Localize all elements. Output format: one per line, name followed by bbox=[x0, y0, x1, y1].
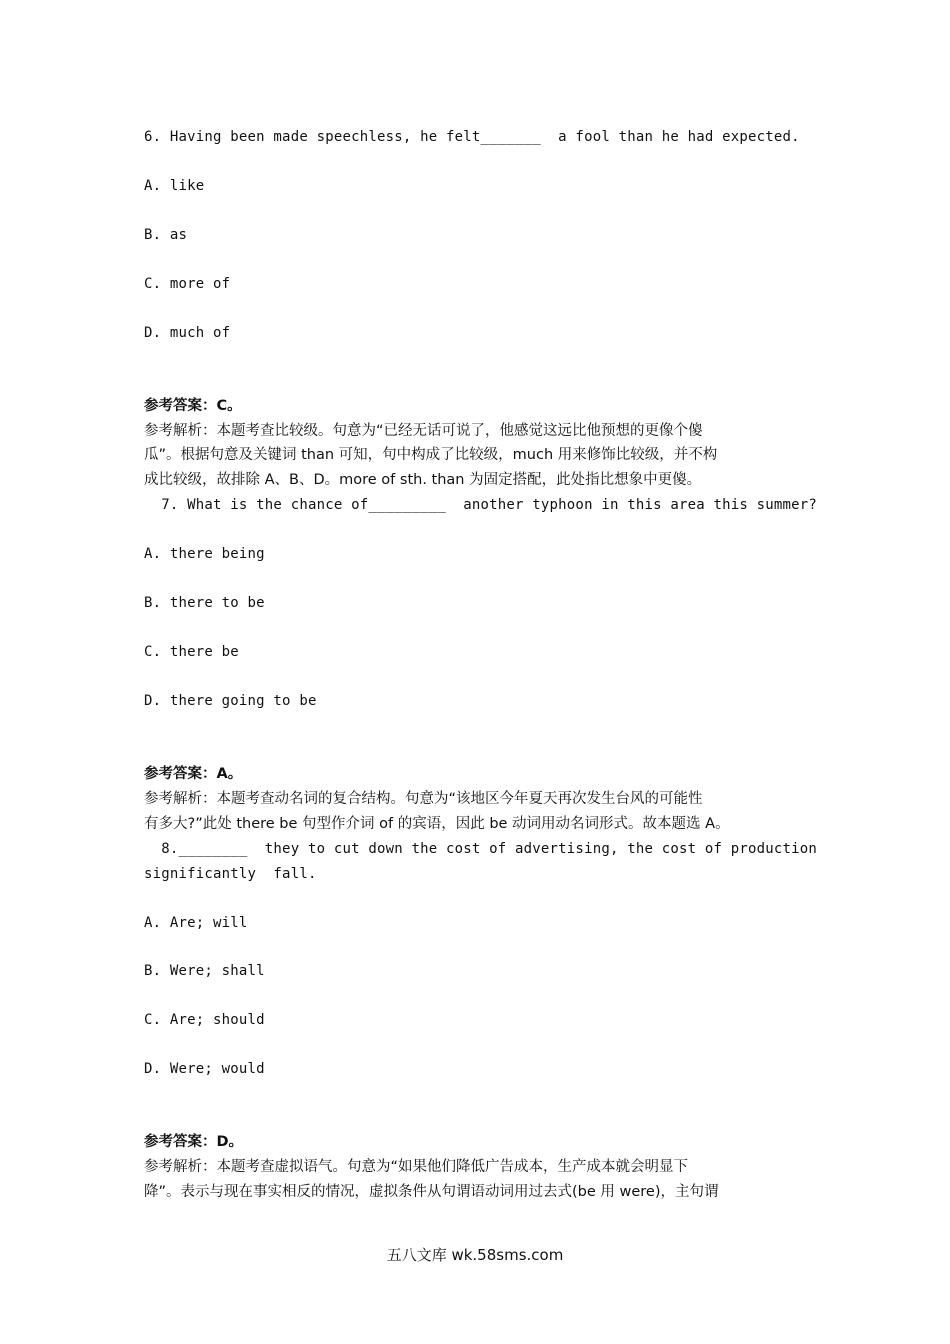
question-7-option-a: A. there being bbox=[144, 546, 265, 562]
question-6-answer: 参考答案：C。 bbox=[144, 398, 242, 414]
question-8-explanation-line-1: 参考解析：本题考查虚拟语气。句意为“如果他们降低广告成本，生产成本就会明显下 bbox=[144, 1159, 689, 1175]
question-7-stem: 7. What is the chance of_________ another typhoon in this area this summer? bbox=[144, 497, 818, 513]
question-7-answer: 参考答案：A。 bbox=[144, 766, 243, 782]
question-7-explanation-line-2: 有多大?”此处 there be 句型作介词 of 的宾语，因此 be 动词用动名词形式。故本题选 A。 bbox=[144, 816, 730, 832]
question-8-option-d: D. Were; would bbox=[144, 1061, 265, 1077]
question-6-stem: 6. Having been made speechless, he felt_______ a fool than he had expected. bbox=[144, 129, 800, 145]
question-8-option-a: A. Are; will bbox=[144, 915, 248, 931]
question-8-stem-line-2: significantly fall. bbox=[144, 866, 317, 882]
question-6-option-c: C. more of bbox=[144, 276, 231, 292]
question-6-option-d: D. much of bbox=[144, 325, 231, 341]
question-8-explanation-line-2: 降”。表示与现在事实相反的情况，虚拟条件从句谓语动词用过去式(be 用 were)，主句谓 bbox=[144, 1184, 719, 1200]
question-6-explanation-line-2: 瓜”。根据句意及关键词 than 可知，句中构成了比较级，much 用来修饰比较级，并不构 bbox=[144, 447, 718, 463]
question-8-answer: 参考答案：D。 bbox=[144, 1134, 244, 1150]
question-6-option-b: B. as bbox=[144, 227, 188, 243]
question-8-stem-line-1: 8.________ they to cut down the cost of advertising, the cost of production bbox=[144, 841, 818, 857]
question-6-option-a: A. like bbox=[144, 178, 205, 194]
question-7-option-b: B. there to be bbox=[144, 595, 265, 611]
question-6-explanation-line-3: 成比较级，故排除 A、B、D。more of sth. than 为固定搭配，此处指比想象中更傻。 bbox=[144, 472, 702, 488]
question-6-explanation-line-1: 参考解析：本题考查比较级。句意为“已经无话可说了，他感觉这远比他预想的更像个傻 bbox=[144, 423, 703, 439]
question-7-explanation-line-1: 参考解析：本题考查动名词的复合结构。句意为“该地区今年夏天再次发生台风的可能性 bbox=[144, 791, 703, 807]
question-8-option-c: C. Are; should bbox=[144, 1012, 265, 1028]
question-8-option-b: B. Were; shall bbox=[144, 963, 265, 979]
question-7-option-d: D. there going to be bbox=[144, 693, 317, 709]
footer-site-link[interactable]: 五八文库 wk.58sms.com bbox=[386, 1246, 564, 1264]
question-7-option-c: C. there be bbox=[144, 644, 239, 660]
